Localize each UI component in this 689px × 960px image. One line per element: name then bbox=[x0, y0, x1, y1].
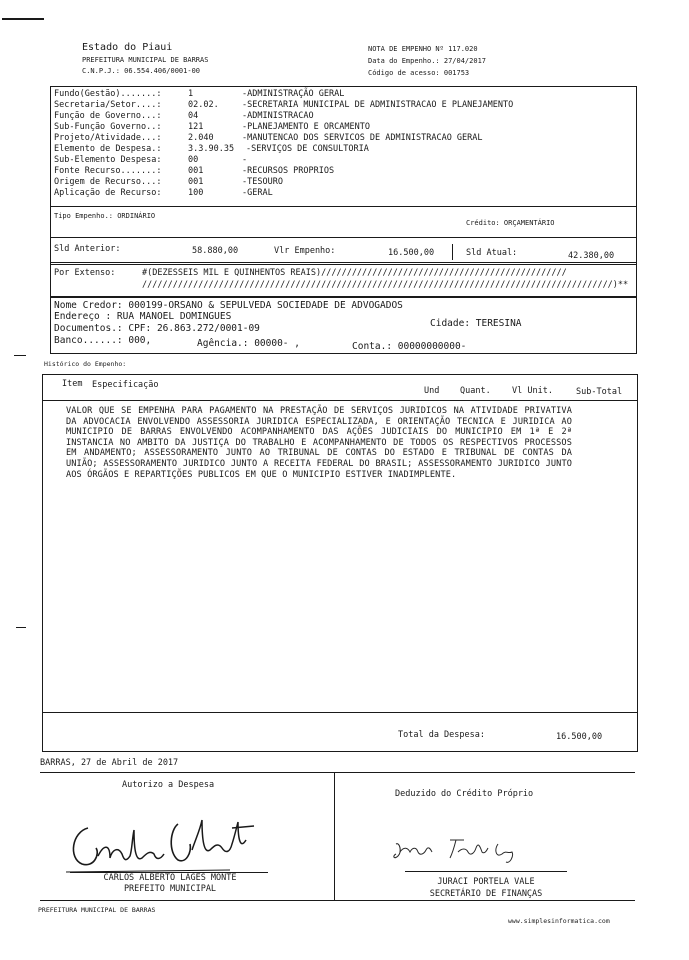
credor-agencia: Agência.: 00000- , bbox=[197, 338, 300, 349]
col-especificacao: Especificação bbox=[92, 380, 159, 390]
total-label: Total da Despesa: bbox=[398, 730, 485, 740]
class-desc: -PLANEJAMENTO E ORCAMENTO bbox=[242, 122, 370, 132]
autorizo-label: Autorizo a Despesa bbox=[122, 780, 215, 790]
divider bbox=[50, 297, 636, 298]
class-code: 001 bbox=[188, 166, 204, 176]
class-code: 3.3.90.35 bbox=[188, 144, 235, 154]
class-desc: -TESOURO bbox=[242, 177, 283, 187]
scan-mark bbox=[14, 355, 26, 356]
class-label: Sub-Função Governo..: bbox=[54, 122, 162, 132]
class-label: Função de Governo...: bbox=[54, 111, 162, 121]
footer-column-divider bbox=[334, 772, 335, 900]
class-desc: -SERVIÇOS DE CONSULTORIA bbox=[246, 144, 369, 154]
credor-endereco: Endereço : RUA MANOEL DOMINGUES bbox=[54, 311, 232, 322]
signer2-role: SECRETÁRIO DE FINANÇAS bbox=[429, 889, 543, 899]
credor-banco: Banco......: 000, bbox=[54, 335, 152, 346]
col-subtotal: Sub-Total bbox=[576, 387, 623, 397]
cnpj: C.N.P.J.: 06.554.406/0001-00 bbox=[82, 67, 201, 75]
class-code: 04 bbox=[188, 111, 199, 121]
extenso-line1: #(DEZESSEIS MIL E QUINHENTOS REAIS)//////////////////////////////////////////////// bbox=[142, 268, 567, 278]
class-desc: -GERAL bbox=[242, 188, 273, 198]
sld-atual-label: Sld Atual: bbox=[466, 248, 518, 258]
class-label: Projeto/Atividade...: bbox=[54, 133, 162, 143]
class-code: 001 bbox=[188, 177, 204, 187]
class-code: 2.040 bbox=[188, 133, 214, 143]
credor-documentos: Documentos.: CPF: 26.863.272/0001-09 bbox=[54, 323, 260, 334]
codigo-acesso: Código de acesso: 001753 bbox=[368, 69, 470, 77]
divider bbox=[50, 206, 636, 207]
class-label: Fundo(Gestão).......: bbox=[54, 89, 162, 99]
signer2-name: JURACI PORTELA VALE bbox=[437, 877, 535, 887]
footer-prefeitura: PREFEITURA MUNICIPAL DE BARRAS bbox=[38, 906, 156, 914]
vlr-empenho-value: 16.500,00 bbox=[388, 248, 435, 258]
signature-prefeito bbox=[60, 810, 260, 880]
col-und: Und bbox=[424, 386, 440, 396]
class-label: Secretaria/Setor....: bbox=[54, 100, 162, 110]
class-code: 1 bbox=[188, 89, 194, 99]
total-value: 16.500,00 bbox=[556, 732, 603, 742]
signer1-role: PREFEITO MUNICIPAL bbox=[123, 884, 217, 894]
tipo-empenho: Tipo Empenho.: ORDINÁRIO bbox=[54, 212, 156, 220]
vlr-empenho-label: Vlr Empenho: bbox=[274, 246, 336, 256]
class-desc: -ADMINISTRACAO bbox=[242, 111, 314, 121]
credito-tipo: Crédito: ORÇAMENTÁRIO bbox=[466, 219, 555, 227]
col-vl-unit: Vl Unit. bbox=[512, 386, 553, 396]
extenso-line2: ////////////////////////////////////////////////////////////////////////////////////////////)** bbox=[142, 280, 629, 290]
class-code: 00 bbox=[188, 155, 199, 165]
credor-nome: Nome Credor: 000199-ORSANO & SEPULVEDA SOCIEDADE DE ADVOGADOS bbox=[54, 300, 403, 311]
extenso-label: Por Extenso: bbox=[54, 268, 116, 278]
class-desc: -ADMINISTRAÇÃO GERAL bbox=[242, 89, 345, 99]
historico-label: Histórico do Empenho: bbox=[44, 360, 127, 368]
sld-anterior-label: Sld Anterior: bbox=[54, 244, 121, 254]
footer-divider bbox=[40, 772, 635, 773]
class-desc: -RECURSOS PROPRIOS bbox=[242, 166, 335, 176]
data-empenho: Data do Empenho.: 27/04/2017 bbox=[368, 57, 487, 65]
class-desc: - bbox=[242, 155, 248, 165]
class-code: 02.02. bbox=[188, 100, 219, 110]
credor-cidade: Cidade: TERESINA bbox=[430, 318, 522, 329]
signature-line bbox=[405, 871, 567, 872]
header-divider bbox=[42, 400, 637, 401]
class-label: Sub-Elemento Despesa: bbox=[54, 155, 162, 165]
prefeitura-name: PREFEITURA MUNICIPAL DE BARRAS bbox=[82, 56, 209, 64]
scan-mark bbox=[16, 627, 26, 628]
class-desc: -SECRETARIA MUNICIPAL DE ADMINISTRACAO E PLANEJAMENTO bbox=[242, 100, 514, 110]
class-label: Origem de Recurso...: bbox=[54, 177, 162, 187]
sld-anterior-value: 58.880,00 bbox=[192, 246, 239, 256]
footer-divider bbox=[40, 900, 635, 901]
nota-empenho-number: NOTA DE EMPENHO Nº 117.020 bbox=[368, 45, 478, 53]
footer-website: www.simplesinformatica.com bbox=[508, 917, 610, 925]
total-divider bbox=[42, 712, 637, 713]
saldo-separator bbox=[452, 244, 453, 260]
local-data: BARRAS, 27 de Abril de 2017 bbox=[40, 758, 179, 768]
signer1-name: CARLOS ALBERTO LAGES MONTE bbox=[103, 873, 237, 883]
col-quant: Quant. bbox=[460, 386, 491, 396]
credor-conta: Conta.: 00000000000- bbox=[352, 341, 467, 352]
deduzido-label: Deduzido do Crédito Próprio bbox=[395, 789, 534, 799]
saldo-box bbox=[50, 237, 637, 263]
class-label: Aplicação de Recurso: bbox=[54, 188, 162, 198]
state-name: Estado do Piaui bbox=[82, 42, 173, 53]
scan-mark bbox=[2, 18, 44, 20]
signature-secretario bbox=[390, 832, 530, 866]
class-label: Elemento de Despesa.: bbox=[54, 144, 162, 154]
class-code: 100 bbox=[188, 188, 204, 198]
sld-atual-value: 42.380,00 bbox=[568, 251, 615, 261]
class-code: 121 bbox=[188, 122, 204, 132]
item-description: VALOR QUE SE EMPENHA PARA PAGAMENTO NA PRESTAÇÃO DE SERVIÇOS JURIDICOS NA ATIVIDADE PRIVATIVA DA ADVOCACIA ENVOLVENDO ASSESSORIA JURIDICA ESPECIALIZADA, E ORIENTAÇÃO TECNICA E JURIDICA AO MUNICIPIO DE BARRAS ENVOLVENDO ACOMPANHAMENTO DAS AÇÕES JUDICIAIS DO MUNICIPIO EM 1ª E 2ª INSTANCIA NO AMBITO DA JUSTIÇA DO TRABALHO E ACOMPANHAMENTO DE TODOS OS RESPECTIVOS PROCESSOS EM ANDAMENTO; ASSESSORAMENTO JUNTO AO TRIBUNAL DE CONTAS DO ESTADO E TRIBUNAL DE CONTAS DA UNIÃO; ASSESSORAMENTO JURIDICO JUNTO A RECEITA FEDERAL DO BRASIL; ASSESSORAMENTO JURIDICO JUNTO AOS ÓRGÃOS E REPARTIÇÕES PUBLICOS EM QUE O MUNICIPIO ESTIVER INADIMPLENTE. bbox=[66, 406, 572, 480]
class-label: Fonte Recurso.......: bbox=[54, 166, 162, 176]
class-desc: -MANUTENCAO DOS SERVICOS DE ADMINISTRACAO GERAL bbox=[242, 133, 483, 143]
col-item: Item bbox=[62, 379, 83, 389]
